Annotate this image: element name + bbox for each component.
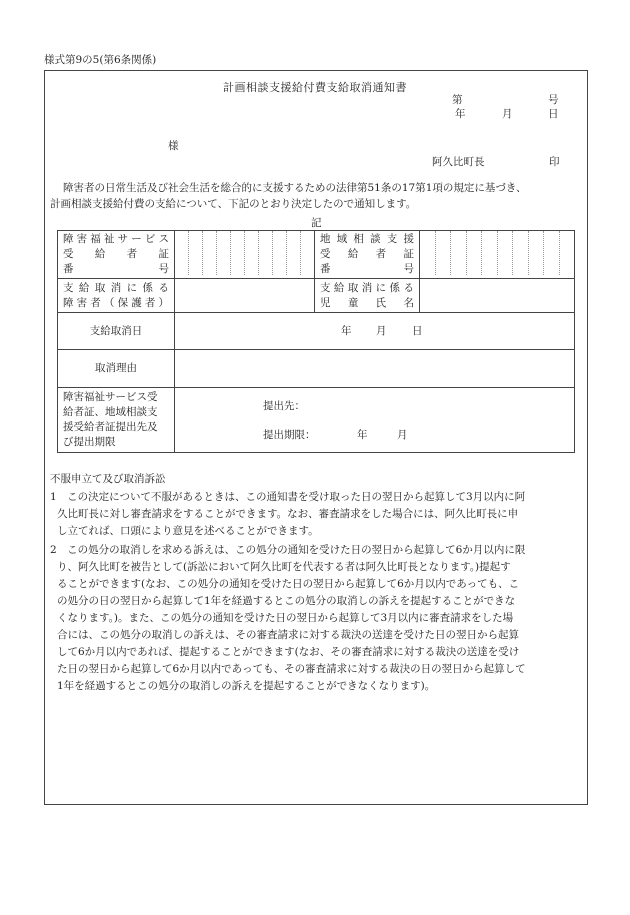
label-char: （: [103, 296, 115, 309]
consult-cert-l3: [320, 262, 414, 277]
appeal-item2-line1: 2 この処分の取消しを求める訴えは、この処分の通知を受けた日の翌日から起算して6か月以内に限: [50, 544, 526, 556]
label-char: 障: [63, 296, 74, 309]
disabled-person-value[interactable]: [175, 279, 315, 313]
digit-box[interactable]: [512, 231, 528, 275]
label-char: 支: [320, 281, 331, 294]
label-char: 者: [126, 248, 138, 260]
cancel-date-year: 年: [341, 324, 352, 337]
appeal-item2-line2: り、阿久比町を被告として(訴訟において阿久比町を代表する者は阿久比町長となります。)提起す: [57, 561, 511, 573]
seal-mark: 印: [549, 156, 560, 168]
intro-line-1: 障害者の日常生活及び社会生活を総合的に支援するための法律第51条の17第1項の規定に基づき、: [63, 182, 527, 194]
label-char: 給: [78, 281, 90, 294]
issuer-name: 阿久比町長: [432, 156, 485, 168]
label-char: 給: [347, 248, 359, 260]
digit-box[interactable]: [188, 231, 202, 275]
label-char: 祉: [103, 233, 115, 245]
digit-box[interactable]: [272, 231, 286, 275]
label-char: 保: [117, 296, 129, 309]
welfare-cert-number-cell[interactable]: [175, 231, 315, 279]
ki-heading: 記: [311, 217, 322, 229]
appeal-item1-line1: 1 この決定について不服があるときは、この通知書を受け取った日の翌日から起算して3月以内に阿: [50, 491, 526, 503]
label-char: 氏: [375, 296, 387, 309]
digit-box[interactable]: [244, 231, 258, 275]
label-char: ）: [158, 296, 169, 309]
label-char: 害: [76, 233, 88, 245]
consult-cert-l2: [320, 247, 414, 262]
appeal-item2-line5: くなります。)。また、この処分の通知を受けた日の翌日から起算して3月以内に審査請求をした場: [57, 612, 514, 624]
label-char: に: [375, 281, 387, 294]
digit-box[interactable]: [216, 231, 230, 275]
recipient-suffix: 様: [168, 140, 179, 152]
welfare-cert-l2: [63, 247, 169, 262]
child-name-l1: [320, 281, 414, 296]
label-char: 取: [94, 281, 106, 294]
label-char: 福: [90, 233, 101, 245]
appeal-item1-line2: 久比町長に対し審査請求をすることができます。なお、審査請求をした場合には、阿久比町長に申: [57, 508, 519, 520]
label-char: 受: [320, 248, 331, 260]
label-char: る: [403, 281, 414, 294]
label-char: 名: [403, 296, 414, 309]
label-char: に: [126, 281, 138, 294]
label-char: 害: [76, 296, 88, 309]
appeal-item2-line8: た日の翌日から起算して6か月以内であっても、その審査請求に対する裁決の日の翌日から起算して: [57, 663, 526, 675]
date-day: 日: [548, 108, 559, 120]
digit-box[interactable]: [543, 231, 559, 275]
cancel-reason-value[interactable]: [175, 350, 575, 388]
form-number: 様式第9の5(第6条関係): [44, 54, 157, 66]
disabled-person-label: [58, 279, 175, 313]
label-char: 係: [389, 281, 401, 294]
label-char: 消: [361, 281, 373, 294]
label-char: 児: [320, 296, 331, 309]
digit-box[interactable]: [466, 231, 482, 275]
digit-box[interactable]: [528, 231, 544, 275]
digit-box[interactable]: [230, 231, 244, 275]
child-name-l2: [320, 296, 414, 311]
document-title: 計画相談支援給付費支給取消通知書: [223, 81, 407, 94]
doc-number-prefix: 第: [452, 94, 463, 106]
submit-deadline-label: 提出期限：: [263, 429, 316, 441]
label-char: 護: [131, 296, 142, 309]
consult-cert-number-cell[interactable]: [420, 231, 575, 279]
digit-box[interactable]: [300, 231, 314, 275]
digit-box[interactable]: [481, 231, 497, 275]
appeal-item2-line6: 合には、この処分の取消しの訴えは、その審査請求に対する裁決の送達を受けた日の翌日から起算: [57, 629, 519, 641]
date-month: 月: [502, 108, 513, 120]
digit-box[interactable]: [258, 231, 272, 275]
submit-label: 障害福祉サービス受 給者証、地域相談支 援受給者証提出先及 び提出期限: [58, 388, 175, 453]
doc-number-suffix: 号: [548, 94, 559, 106]
submit-to-label: 提出先：: [263, 400, 305, 412]
cancel-date-label: 支給取消日: [58, 313, 175, 350]
label-char: 証: [158, 248, 169, 260]
label-char: サ: [117, 233, 129, 245]
digit-box[interactable]: [435, 231, 451, 275]
label-char: 支: [63, 281, 74, 294]
label-char: 者: [144, 296, 156, 309]
digit-box[interactable]: [497, 231, 513, 275]
label-char: 番: [63, 263, 74, 275]
welfare-cert-l1: [63, 232, 169, 247]
digit-box[interactable]: [286, 231, 300, 275]
label-char: 相: [353, 233, 364, 245]
label-char: 談: [370, 233, 381, 245]
intro-line-2: 計画相談支援給付費の支給について、下記のとおり決定したので通知します。: [50, 198, 417, 210]
label-char: 地: [320, 233, 331, 245]
appeal-item2-line9: 1年を経過するとこの処分の取消しの訴えを提起することができなくなります)。: [57, 680, 436, 692]
cancel-reason-label: 取消理由: [58, 350, 175, 388]
cancel-date-value[interactable]: [175, 313, 575, 350]
label-char: 号: [403, 263, 414, 275]
label-char: ー: [131, 233, 142, 245]
label-char: 給: [333, 281, 345, 294]
deadline-year: 年: [357, 429, 368, 441]
appeal-item2-line3: ることができます(なお、この処分の通知を受けた日の翌日から起算して6か月以内であっても、こ: [57, 578, 520, 590]
deadline-month: 月: [397, 429, 408, 441]
appeal-item1-line3: し立てれば、口頭により意見を述べることができます。: [57, 525, 319, 537]
label-char: 童: [347, 296, 359, 309]
digit-box[interactable]: [202, 231, 216, 275]
appeal-item2-line4: の処分の日の翌日から起算して1年を経過するとこの処分の取消しの訴えを提起することができな: [57, 595, 516, 607]
label-char: 障: [63, 233, 74, 245]
label-char: ビ: [144, 233, 156, 245]
label-char: ス: [158, 233, 169, 245]
child-name-label: [315, 279, 420, 313]
disabled-person-l2: [63, 296, 169, 311]
welfare-cert-l3: [63, 262, 169, 277]
label-char: 証: [403, 248, 414, 260]
label-char: 者: [90, 296, 101, 309]
submit-info[interactable]: [175, 388, 575, 453]
label-char: 係: [142, 281, 154, 294]
label-char: 給: [94, 248, 106, 260]
label-char: 消: [110, 281, 122, 294]
disabled-person-l1: [63, 281, 169, 296]
label-char: 号: [158, 263, 169, 275]
label-char: 支: [386, 233, 398, 245]
label-char: 者: [375, 248, 387, 260]
info-table: [57, 230, 575, 453]
consult-cert-label: [315, 231, 420, 279]
label-char: る: [158, 281, 169, 294]
digit-box[interactable]: [450, 231, 466, 275]
label-char: 受: [63, 248, 74, 260]
appeal-item2-line7: して6か月以内であれば、提起することができます(なお、その審査請求に対する裁決の送達を受け: [57, 646, 520, 658]
digit-box[interactable]: [175, 231, 188, 275]
label-char: 域: [336, 233, 348, 245]
label-char: 援: [403, 233, 414, 245]
consult-cert-l1: [320, 232, 414, 247]
label-char: 番: [320, 263, 331, 275]
appeal-heading: 不服申立て及び取消訴訟: [50, 473, 166, 485]
label-char: 取: [347, 281, 359, 294]
cancel-date-day: 日: [412, 324, 423, 337]
child-name-value[interactable]: [420, 279, 575, 313]
cancel-date-month: 月: [376, 324, 387, 337]
digit-box[interactable]: [420, 231, 435, 275]
digit-box[interactable]: [559, 231, 575, 275]
date-year: 年: [455, 108, 466, 120]
welfare-cert-label: [58, 231, 175, 279]
